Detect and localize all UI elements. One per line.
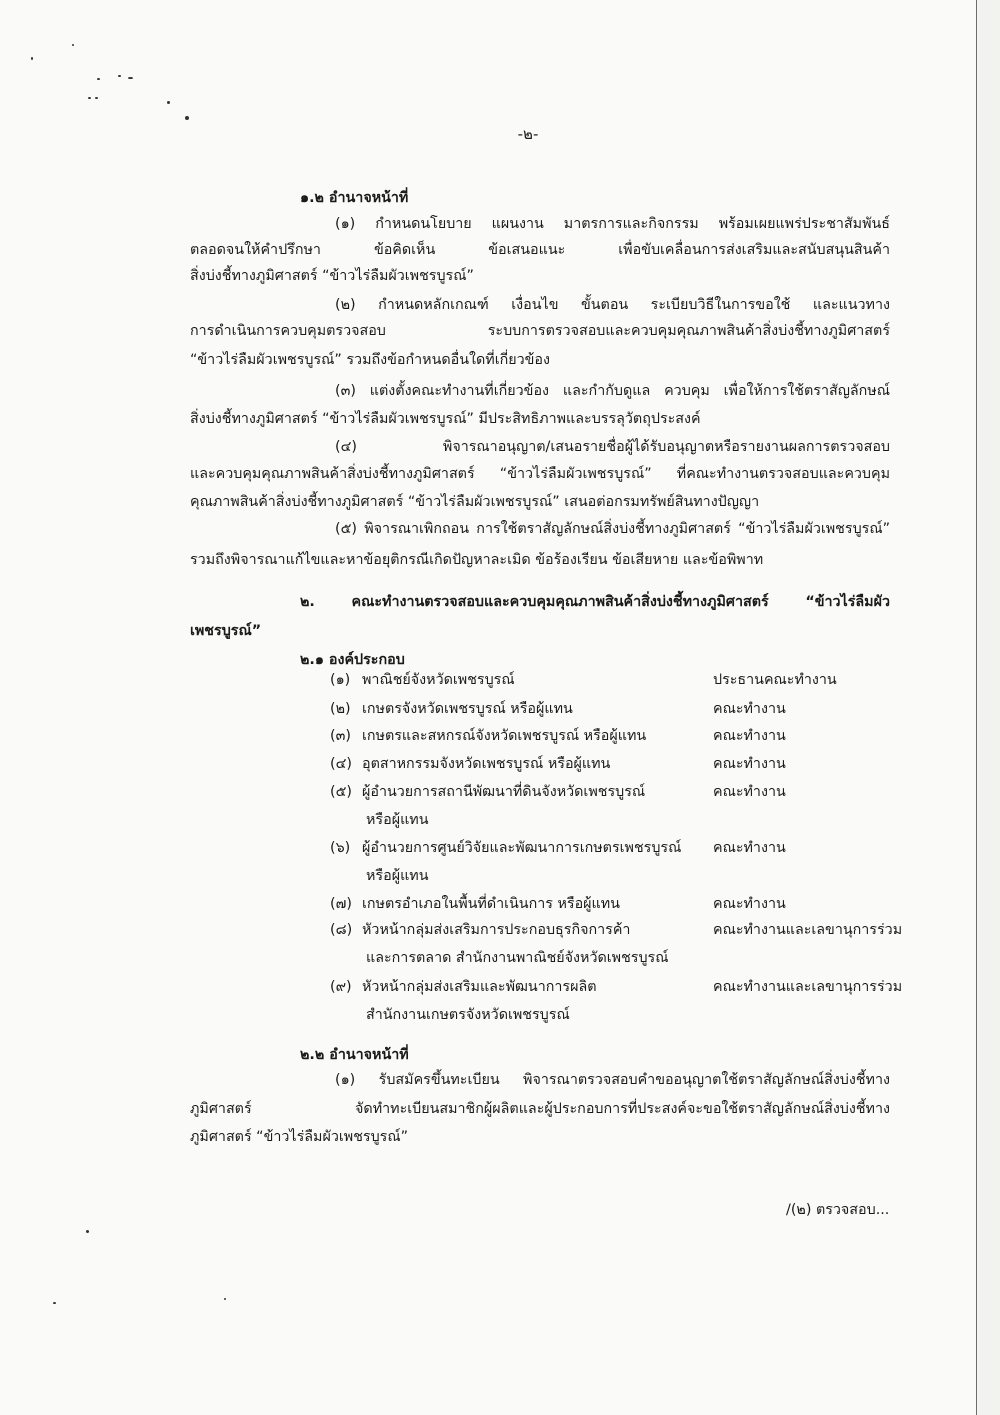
paragraph-line: (๕) พิจารณาเพิกถอน การใช้ตราสัญลักษณ์สิ่งบ่งชี้ทางภูมิศาสตร์ “ข้าวไร่ลืมผัวเพชรบูรณ์” [335,521,890,537]
committee-member [330,699,786,719]
member-name: หัวหน้ากลุ่มส่งเสริมและพัฒนาการผลิต [362,979,597,995]
paragraph-line: (๒) กำหนดหลักเกณฑ์ เงื่อนไข ขั้นตอน ระเบียบวิธีในการขอใช้ และแนวทาง [335,297,890,313]
member-number: (๗) [330,896,352,912]
continuation-marker: /(๒) ตรวจสอบ... [786,1202,890,1218]
scan-speck [167,101,170,104]
member-role: คณะทำงาน [713,896,786,912]
member-role: คณะทำงาน [713,756,786,772]
scan-speck [53,1302,56,1304]
scan-speck [95,97,98,99]
paragraph-line: ตลอดจนให้คำปรึกษา ข้อคิดเห็น ข้อเสนอแนะ เพื่อขับเคลื่อนการส่งเสริมและสนับสนุนสินค้า [190,242,890,258]
paragraph-line: การดำเนินการควบคุมตรวจสอบ ระบบการตรวจสอบและควบคุมคุณภาพสินค้าสิ่งบ่งชี้ทางภูมิศาสตร์ [190,323,890,339]
paragraph-line: (๑) กำหนดนโยบาย แผนงาน มาตรการและกิจกรรม พร้อมเผยแพร่ประชาสัมพันธ์ [335,216,890,232]
committee-member [330,754,786,774]
scan-speck [224,1298,226,1300]
paragraph-line: ภูมิศาสตร์ “ข้าวไร่ลืมผัวเพชรบูรณ์” [190,1129,408,1145]
scan-speck [128,77,133,79]
paragraph-line: สิ่งบ่งชี้ทางภูมิศาสตร์ “ข้าวไร่ลืมผัวเพชรบูรณ์” มีประสิทธิภาพและบรรลุวัตถุประสงค์ [190,411,701,427]
member-name: ผู้อำนวยการสถานีพัฒนาที่ดินจังหวัดเพชรบูรณ์ [362,784,646,800]
paragraph-line: สิ่งบ่งชี้ทางภูมิศาสตร์ “ข้าวไร่ลืมผัวเพชรบูรณ์” [190,268,474,284]
member-number: (๖) [330,840,351,856]
member-name: อุตสาหกรรมจังหวัดเพชรบูรณ์ หรือผู้แทน [362,756,611,772]
scan-speck [72,44,74,46]
scan-speck [86,1230,89,1233]
scan-speck [185,116,189,120]
section-2-1-heading: ๒.๑ องค์ประกอบ [300,652,405,668]
member-number: (๑) [330,672,351,688]
member-role: คณะทำงานและเลขานุการร่วม [713,922,903,938]
member-name: พาณิชย์จังหวัดเพชรบูรณ์ [362,672,515,688]
member-number: (๕) [330,784,352,800]
member-name: เกษตรจังหวัดเพชรบูรณ์ หรือผู้แทน [362,701,573,717]
paragraph-line: คุณภาพสินค้าสิ่งบ่งชี้ทางภูมิศาสตร์ “ข้าวไร่ลืมผัวเพชรบูรณ์” เสนอต่อกรมทรัพย์สินทางปัญญา [190,494,760,510]
scan-speck [97,78,100,80]
member-role: คณะทำงาน [713,840,786,856]
page-number: -๒- [517,125,539,143]
section-2-heading: ๒. คณะทำงานตรวจสอบและควบคุมคุณภาพสินค้าสิ่งบ่งชี้ทางภูมิศาสตร์ “ข้าวไร่ลืมผัว [300,594,890,610]
committee-member [330,977,903,1025]
member-name: เกษตรและสหกรณ์จังหวัดเพชรบูรณ์ หรือผู้แทน [362,728,647,744]
committee-member [330,782,786,830]
member-number: (๓) [330,728,351,744]
paragraph-line: ภูมิศาสตร์ จัดทำทะเบียนสมาชิกผู้ผลิตและผู้ประกอบการที่ประสงค์จะขอใช้ตราสัญลักษณ์สิ่งบ่งชี้ทาง [190,1101,890,1117]
member-number: (๙) [330,979,352,995]
member-number: (๔) [330,756,352,772]
paragraph-line: (๔) พิจารณาอนุญาต/เสนอรายชื่อผู้ได้รับอนุญาตหรือรายงานผลการตรวจสอบ [335,439,890,455]
paragraph-line: (๓) แต่งตั้งคณะทำงานที่เกี่ยวข้อง และกำกับดูแล ควบคุม เพื่อให้การใช้ตราสัญลักษณ์ [335,383,890,399]
paragraph-line: “ข้าวไร่ลืมผัวเพชรบูรณ์” รวมถึงข้อกำหนดอื่นใดที่เกี่ยวข้อง [190,352,550,368]
committee-member [330,838,786,886]
member-name-cont: สำนักงานเกษตรจังหวัดเพชรบูรณ์ [366,1007,570,1023]
scan-speck [118,75,121,77]
member-role: คณะทำงาน [713,701,786,717]
committee-member [330,670,837,690]
member-role: คณะทำงาน [713,728,786,744]
committee-member [330,920,903,968]
member-name: ผู้อำนวยการศูนย์วิจัยและพัฒนาการเกษตรเพชรบูรณ์ [362,840,682,856]
member-name: หัวหน้ากลุ่มส่งเสริมการประกอบธุรกิจการค้า [362,922,631,938]
section-2-2-heading: ๒.๒ อำนาจหน้าที่ [300,1047,409,1063]
paragraph-line: รวมถึงพิจารณาแก้ไขและหาข้อยุติกรณีเกิดปัญหาละเมิด ข้อร้องเรียน ข้อเสียหาย และข้อพิพาท [190,552,764,568]
paragraph-line: (๑) รับสมัครขึ้นทะเบียน พิจารณาตรวจสอบคำขออนุญาตใช้ตราสัญลักษณ์สิ่งบ่งชี้ทาง [335,1072,890,1088]
member-name-cont: และการตลาด สำนักงานพาณิชย์จังหวัดเพชรบูรณ์ [366,950,669,966]
member-role: คณะทำงาน [713,784,786,800]
member-number: (๘) [330,922,353,938]
scan-speck [31,57,33,60]
committee-member [330,726,786,746]
member-name-cont: หรือผู้แทน [366,812,429,828]
member-number: (๒) [330,701,351,717]
member-role: ประธานคณะทำงาน [713,672,837,688]
section-1-2-heading: ๑.๒ อำนาจหน้าที่ [300,190,409,206]
member-role: คณะทำงานและเลขานุการร่วม [713,979,903,995]
committee-member [330,894,786,914]
scan-speck [88,97,91,99]
member-name: เกษตรอำเภอในพื้นที่ดำเนินการ หรือผู้แทน [362,896,620,912]
section-2-heading-cont: เพชรบูรณ์” [190,623,262,639]
member-name-cont: หรือผู้แทน [366,868,429,884]
paragraph-line: และควบคุมคุณภาพสินค้าสิ่งบ่งชี้ทางภูมิศาสตร์ “ข้าวไร่ลืมผัวเพชรบูรณ์” ที่คณะทำงานตรวจสอบและควบคุม [190,466,890,482]
